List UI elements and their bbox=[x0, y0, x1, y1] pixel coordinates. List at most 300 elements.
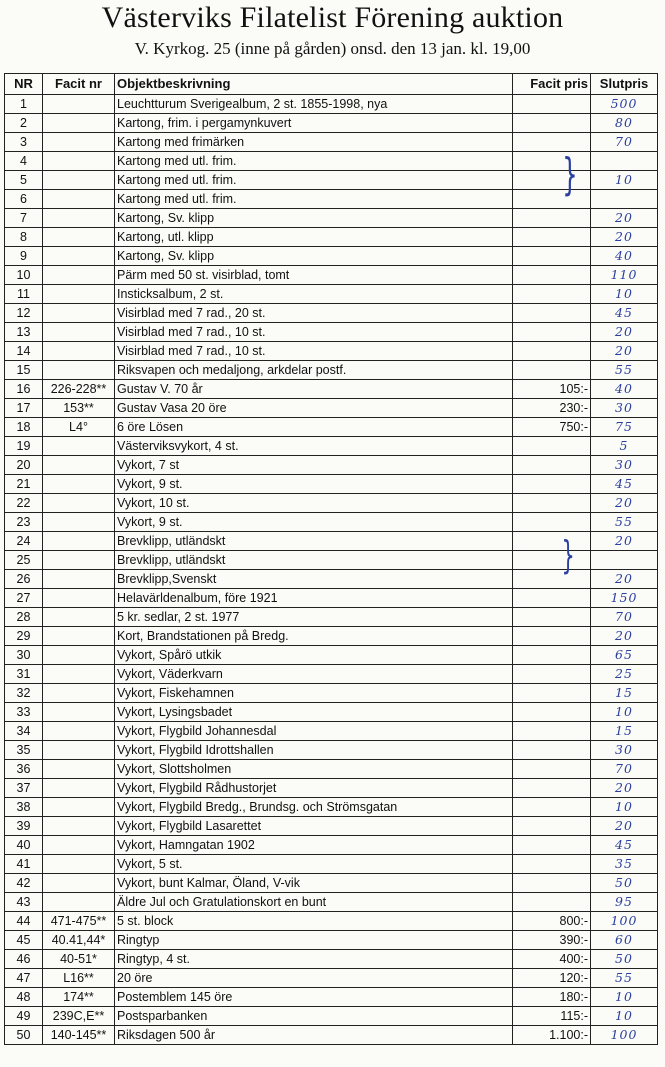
final-price: 20 bbox=[591, 209, 658, 228]
table-row bbox=[5, 361, 658, 380]
facit-price bbox=[513, 551, 591, 570]
final-price: 20 bbox=[591, 627, 658, 646]
table-row bbox=[5, 380, 658, 399]
facit-number bbox=[43, 114, 115, 133]
facit-number bbox=[43, 817, 115, 836]
lot-number: 17 bbox=[5, 399, 43, 418]
facit-price: 105:- bbox=[513, 380, 591, 399]
facit-price bbox=[513, 532, 591, 551]
lot-number: 23 bbox=[5, 513, 43, 532]
object-description: Kartong, utl. klipp bbox=[115, 228, 513, 247]
column-header-nr: NR bbox=[5, 74, 43, 95]
final-price bbox=[591, 551, 658, 570]
facit-price bbox=[513, 152, 591, 171]
facit-number bbox=[43, 133, 115, 152]
final-price: 65 bbox=[591, 646, 658, 665]
object-description: 5 st. block bbox=[115, 912, 513, 931]
object-description: Kartong med frimärken bbox=[115, 133, 513, 152]
table-row bbox=[5, 532, 658, 551]
facit-number: 239C,E** bbox=[43, 1007, 115, 1026]
facit-price bbox=[513, 608, 591, 627]
table-row bbox=[5, 228, 658, 247]
facit-number: 226-228** bbox=[43, 380, 115, 399]
object-description: Vykort, Flygbild Rådhustorjet bbox=[115, 779, 513, 798]
object-description: Vykort, Väderkvarn bbox=[115, 665, 513, 684]
final-price: 40 bbox=[591, 247, 658, 266]
facit-number bbox=[43, 171, 115, 190]
table-row bbox=[5, 836, 658, 855]
object-description: Brevklipp, utländskt bbox=[115, 532, 513, 551]
lot-number: 15 bbox=[5, 361, 43, 380]
lot-number: 38 bbox=[5, 798, 43, 817]
lot-number: 7 bbox=[5, 209, 43, 228]
facit-number bbox=[43, 342, 115, 361]
lot-number: 37 bbox=[5, 779, 43, 798]
object-description: Kartong, frim. i pergamynkuvert bbox=[115, 114, 513, 133]
table-row bbox=[5, 627, 658, 646]
table-row bbox=[5, 779, 658, 798]
facit-price bbox=[513, 437, 591, 456]
object-description: Vykort, Flygbild Idrottshallen bbox=[115, 741, 513, 760]
lot-number: 33 bbox=[5, 703, 43, 722]
final-price: 10 bbox=[591, 171, 658, 190]
final-price: 75 bbox=[591, 418, 658, 437]
final-price: 30 bbox=[591, 456, 658, 475]
final-price: 35 bbox=[591, 855, 658, 874]
facit-price bbox=[513, 893, 591, 912]
final-price: 20 bbox=[591, 494, 658, 513]
facit-number bbox=[43, 323, 115, 342]
object-description: Vykort, 10 st. bbox=[115, 494, 513, 513]
object-description: Vykort, Flygbild Bredg., Brundsg. och Strömsgatan bbox=[115, 798, 513, 817]
lot-number: 45 bbox=[5, 931, 43, 950]
object-description: Vykort, 5 st. bbox=[115, 855, 513, 874]
final-price: 10 bbox=[591, 798, 658, 817]
facit-price bbox=[513, 760, 591, 779]
table-row bbox=[5, 551, 658, 570]
table-row bbox=[5, 589, 658, 608]
table-row bbox=[5, 475, 658, 494]
table-row bbox=[5, 608, 658, 627]
final-price: 55 bbox=[591, 361, 658, 380]
final-price: 70 bbox=[591, 760, 658, 779]
lot-number: 50 bbox=[5, 1026, 43, 1045]
table-row bbox=[5, 893, 658, 912]
object-description: Kartong med utl. frim. bbox=[115, 152, 513, 171]
facit-number bbox=[43, 209, 115, 228]
facit-number bbox=[43, 893, 115, 912]
facit-price bbox=[513, 266, 591, 285]
facit-price bbox=[513, 190, 591, 209]
facit-price bbox=[513, 494, 591, 513]
facit-price: 115:- bbox=[513, 1007, 591, 1026]
facit-price bbox=[513, 285, 591, 304]
object-description: Västerviksvykort, 4 st. bbox=[115, 437, 513, 456]
facit-number bbox=[43, 285, 115, 304]
final-price bbox=[591, 190, 658, 209]
object-description: Visirblad med 7 rad., 20 st. bbox=[115, 304, 513, 323]
table-row bbox=[5, 494, 658, 513]
facit-number bbox=[43, 703, 115, 722]
object-description: Vykort, Lysingsbadet bbox=[115, 703, 513, 722]
facit-price bbox=[513, 646, 591, 665]
object-description: Riksvapen och medaljong, arkdelar postf. bbox=[115, 361, 513, 380]
lot-number: 25 bbox=[5, 551, 43, 570]
facit-number bbox=[43, 570, 115, 589]
facit-price bbox=[513, 570, 591, 589]
object-description: Vykort, Spårö utkik bbox=[115, 646, 513, 665]
table-row bbox=[5, 570, 658, 589]
facit-number bbox=[43, 266, 115, 285]
facit-number bbox=[43, 665, 115, 684]
table-row bbox=[5, 798, 658, 817]
facit-number bbox=[43, 608, 115, 627]
final-price: 60 bbox=[591, 931, 658, 950]
object-description: Kort, Brandstationen på Bredg. bbox=[115, 627, 513, 646]
object-description: 5 kr. sedlar, 2 st. 1977 bbox=[115, 608, 513, 627]
lot-number: 49 bbox=[5, 1007, 43, 1026]
final-price: 20 bbox=[591, 342, 658, 361]
facit-price bbox=[513, 703, 591, 722]
facit-price bbox=[513, 855, 591, 874]
lot-number: 29 bbox=[5, 627, 43, 646]
lot-number: 4 bbox=[5, 152, 43, 171]
facit-number: 140-145** bbox=[43, 1026, 115, 1045]
final-price: 30 bbox=[591, 399, 658, 418]
table-row bbox=[5, 817, 658, 836]
facit-price bbox=[513, 513, 591, 532]
lot-number: 22 bbox=[5, 494, 43, 513]
column-header-facit-pris: Facit pris bbox=[513, 74, 591, 95]
table-row bbox=[5, 741, 658, 760]
table-row bbox=[5, 456, 658, 475]
facit-number bbox=[43, 475, 115, 494]
facit-number bbox=[43, 152, 115, 171]
table-row bbox=[5, 304, 658, 323]
object-description: 20 öre bbox=[115, 969, 513, 988]
object-description: Vykort, 9 st. bbox=[115, 475, 513, 494]
facit-price bbox=[513, 627, 591, 646]
facit-number bbox=[43, 798, 115, 817]
table-row bbox=[5, 684, 658, 703]
final-price: 40 bbox=[591, 380, 658, 399]
facit-price bbox=[513, 95, 591, 114]
facit-number: L16** bbox=[43, 969, 115, 988]
lot-number: 1 bbox=[5, 95, 43, 114]
object-description: Gustav Vasa 20 öre bbox=[115, 399, 513, 418]
facit-number bbox=[43, 95, 115, 114]
object-description: Pärm med 50 st. visirblad, tomt bbox=[115, 266, 513, 285]
table-row bbox=[5, 171, 658, 190]
facit-number bbox=[43, 361, 115, 380]
table-header-row bbox=[5, 74, 658, 95]
facit-number bbox=[43, 646, 115, 665]
facit-number bbox=[43, 247, 115, 266]
facit-number bbox=[43, 494, 115, 513]
facit-price bbox=[513, 741, 591, 760]
auction-table bbox=[4, 73, 658, 1045]
facit-number bbox=[43, 722, 115, 741]
lot-number: 31 bbox=[5, 665, 43, 684]
final-price: 95 bbox=[591, 893, 658, 912]
object-description: Kartong med utl. frim. bbox=[115, 171, 513, 190]
final-price: 50 bbox=[591, 950, 658, 969]
final-price: 20 bbox=[591, 228, 658, 247]
table-row bbox=[5, 323, 658, 342]
table-row bbox=[5, 247, 658, 266]
object-description: Postsparbanken bbox=[115, 1007, 513, 1026]
object-description: Gustav V. 70 år bbox=[115, 380, 513, 399]
facit-number bbox=[43, 190, 115, 209]
facit-number bbox=[43, 760, 115, 779]
final-price: 100 bbox=[591, 1026, 658, 1045]
column-header-facit-nr: Facit nr bbox=[43, 74, 115, 95]
final-price: 10 bbox=[591, 1007, 658, 1026]
facit-price: 750:- bbox=[513, 418, 591, 437]
table-row bbox=[5, 912, 658, 931]
table-row bbox=[5, 969, 658, 988]
object-description: Kartong, Sv. klipp bbox=[115, 209, 513, 228]
facit-price bbox=[513, 361, 591, 380]
object-description: Vykort, Hamngatan 1902 bbox=[115, 836, 513, 855]
final-price: 55 bbox=[591, 969, 658, 988]
facit-number: L4° bbox=[43, 418, 115, 437]
facit-number bbox=[43, 874, 115, 893]
final-price: 45 bbox=[591, 304, 658, 323]
lot-number: 32 bbox=[5, 684, 43, 703]
table-row bbox=[5, 988, 658, 1007]
lot-number: 11 bbox=[5, 285, 43, 304]
table-row bbox=[5, 133, 658, 152]
lot-number: 10 bbox=[5, 266, 43, 285]
object-description: Kartong med utl. frim. bbox=[115, 190, 513, 209]
facit-price: 800:- bbox=[513, 912, 591, 931]
lot-number: 21 bbox=[5, 475, 43, 494]
table-row bbox=[5, 95, 658, 114]
facit-number bbox=[43, 304, 115, 323]
handwritten-brace-lots-4-6: } bbox=[562, 149, 578, 200]
facit-price bbox=[513, 456, 591, 475]
facit-price bbox=[513, 209, 591, 228]
final-price bbox=[591, 152, 658, 171]
facit-number bbox=[43, 855, 115, 874]
facit-number: 471-475** bbox=[43, 912, 115, 931]
final-price: 50 bbox=[591, 874, 658, 893]
lot-number: 40 bbox=[5, 836, 43, 855]
table-row bbox=[5, 703, 658, 722]
lot-number: 39 bbox=[5, 817, 43, 836]
lot-number: 26 bbox=[5, 570, 43, 589]
object-description: Postemblem 145 öre bbox=[115, 988, 513, 1007]
lot-number: 44 bbox=[5, 912, 43, 931]
table-row bbox=[5, 418, 658, 437]
table-row bbox=[5, 950, 658, 969]
object-description: Vykort, 7 st bbox=[115, 456, 513, 475]
facit-price bbox=[513, 665, 591, 684]
facit-price bbox=[513, 342, 591, 361]
final-price: 150 bbox=[591, 589, 658, 608]
facit-price bbox=[513, 874, 591, 893]
object-description: Brevklipp, utländskt bbox=[115, 551, 513, 570]
final-price: 15 bbox=[591, 684, 658, 703]
lot-number: 35 bbox=[5, 741, 43, 760]
handwritten-brace-lots-24-25: } bbox=[561, 533, 575, 577]
final-price: 70 bbox=[591, 133, 658, 152]
object-description: Ringtyp, 4 st. bbox=[115, 950, 513, 969]
object-description: Ringtyp bbox=[115, 931, 513, 950]
final-price: 20 bbox=[591, 779, 658, 798]
object-description: Kartong, Sv. klipp bbox=[115, 247, 513, 266]
final-price: 5 bbox=[591, 437, 658, 456]
lot-number: 3 bbox=[5, 133, 43, 152]
lot-number: 46 bbox=[5, 950, 43, 969]
final-price: 55 bbox=[591, 513, 658, 532]
facit-number bbox=[43, 456, 115, 475]
table-row bbox=[5, 874, 658, 893]
lot-number: 14 bbox=[5, 342, 43, 361]
object-description: Vykort, Fiskehamnen bbox=[115, 684, 513, 703]
object-description: Vykort, Flygbild Johannesdal bbox=[115, 722, 513, 741]
object-description: Vykort, 9 st. bbox=[115, 513, 513, 532]
final-price: 10 bbox=[591, 703, 658, 722]
table-row bbox=[5, 342, 658, 361]
facit-number bbox=[43, 836, 115, 855]
final-price: 500 bbox=[591, 95, 658, 114]
table-row bbox=[5, 1007, 658, 1026]
facit-price bbox=[513, 228, 591, 247]
lot-number: 27 bbox=[5, 589, 43, 608]
lot-number: 42 bbox=[5, 874, 43, 893]
facit-number: 40.41,44* bbox=[43, 931, 115, 950]
facit-price: 230:- bbox=[513, 399, 591, 418]
facit-price bbox=[513, 817, 591, 836]
facit-price bbox=[513, 798, 591, 817]
final-price: 20 bbox=[591, 570, 658, 589]
facit-number bbox=[43, 741, 115, 760]
lot-number: 12 bbox=[5, 304, 43, 323]
facit-price bbox=[513, 133, 591, 152]
final-price: 100 bbox=[591, 912, 658, 931]
table-row bbox=[5, 209, 658, 228]
facit-price bbox=[513, 247, 591, 266]
final-price: 20 bbox=[591, 323, 658, 342]
final-price: 45 bbox=[591, 836, 658, 855]
lot-number: 24 bbox=[5, 532, 43, 551]
lot-number: 9 bbox=[5, 247, 43, 266]
object-description: Insticksalbum, 2 st. bbox=[115, 285, 513, 304]
facit-number bbox=[43, 589, 115, 608]
final-price: 20 bbox=[591, 532, 658, 551]
table-row bbox=[5, 266, 658, 285]
final-price: 45 bbox=[591, 475, 658, 494]
facit-number bbox=[43, 532, 115, 551]
table-row bbox=[5, 722, 658, 741]
table-row bbox=[5, 190, 658, 209]
facit-price bbox=[513, 323, 591, 342]
object-description: Brevklipp,Svenskt bbox=[115, 570, 513, 589]
table-row bbox=[5, 760, 658, 779]
object-description: Äldre Jul och Gratulationskort en bunt bbox=[115, 893, 513, 912]
table-row bbox=[5, 931, 658, 950]
lot-number: 43 bbox=[5, 893, 43, 912]
final-price: 70 bbox=[591, 608, 658, 627]
object-description: Riksdagen 500 år bbox=[115, 1026, 513, 1045]
lot-number: 13 bbox=[5, 323, 43, 342]
final-price: 20 bbox=[591, 817, 658, 836]
final-price: 10 bbox=[591, 988, 658, 1007]
facit-price: 120:- bbox=[513, 969, 591, 988]
table-row bbox=[5, 665, 658, 684]
facit-price bbox=[513, 475, 591, 494]
facit-number bbox=[43, 513, 115, 532]
facit-price bbox=[513, 836, 591, 855]
object-description: Visirblad med 7 rad., 10 st. bbox=[115, 342, 513, 361]
object-description: Vykort, Slottsholmen bbox=[115, 760, 513, 779]
lot-number: 19 bbox=[5, 437, 43, 456]
lot-number: 41 bbox=[5, 855, 43, 874]
lot-number: 2 bbox=[5, 114, 43, 133]
column-header-slutpris: Slutpris bbox=[591, 74, 658, 95]
final-price: 25 bbox=[591, 665, 658, 684]
object-description: 6 öre Lösen bbox=[115, 418, 513, 437]
object-description: Leuchtturum Sverigealbum, 2 st. 1855-1998, nya bbox=[115, 95, 513, 114]
facit-number bbox=[43, 779, 115, 798]
table-row bbox=[5, 152, 658, 171]
lot-number: 5 bbox=[5, 171, 43, 190]
lot-number: 30 bbox=[5, 646, 43, 665]
lot-number: 47 bbox=[5, 969, 43, 988]
facit-price: 1.100:- bbox=[513, 1026, 591, 1045]
final-price: 10 bbox=[591, 285, 658, 304]
object-description: Vykort, bunt Kalmar, Öland, V-vik bbox=[115, 874, 513, 893]
facit-number bbox=[43, 228, 115, 247]
facit-price bbox=[513, 304, 591, 323]
facit-price bbox=[513, 684, 591, 703]
table-row bbox=[5, 1026, 658, 1045]
facit-number bbox=[43, 684, 115, 703]
column-header-objektbeskrivning: Objektbeskrivning bbox=[115, 74, 513, 95]
facit-number bbox=[43, 551, 115, 570]
facit-price bbox=[513, 171, 591, 190]
lot-number: 36 bbox=[5, 760, 43, 779]
facit-price bbox=[513, 114, 591, 133]
table-row bbox=[5, 646, 658, 665]
lot-number: 16 bbox=[5, 380, 43, 399]
final-price: 15 bbox=[591, 722, 658, 741]
table-row bbox=[5, 437, 658, 456]
facit-price: 180:- bbox=[513, 988, 591, 1007]
lot-number: 18 bbox=[5, 418, 43, 437]
facit-number: 40-51* bbox=[43, 950, 115, 969]
table-row bbox=[5, 114, 658, 133]
facit-price bbox=[513, 779, 591, 798]
lot-number: 34 bbox=[5, 722, 43, 741]
facit-price: 390:- bbox=[513, 931, 591, 950]
facit-price: 400:- bbox=[513, 950, 591, 969]
document-subtitle: V. Kyrkog. 25 (inne på gården) onsd. den 13 jan. kl. 19,00 bbox=[134, 39, 531, 58]
table-row bbox=[5, 399, 658, 418]
final-price: 30 bbox=[591, 741, 658, 760]
object-description: Helavärldenalbum, före 1921 bbox=[115, 589, 513, 608]
final-price: 110 bbox=[591, 266, 658, 285]
table-row bbox=[5, 285, 658, 304]
facit-number: 174** bbox=[43, 988, 115, 1007]
lot-number: 28 bbox=[5, 608, 43, 627]
facit-number bbox=[43, 437, 115, 456]
facit-number bbox=[43, 627, 115, 646]
table-row bbox=[5, 513, 658, 532]
facit-number: 153** bbox=[43, 399, 115, 418]
